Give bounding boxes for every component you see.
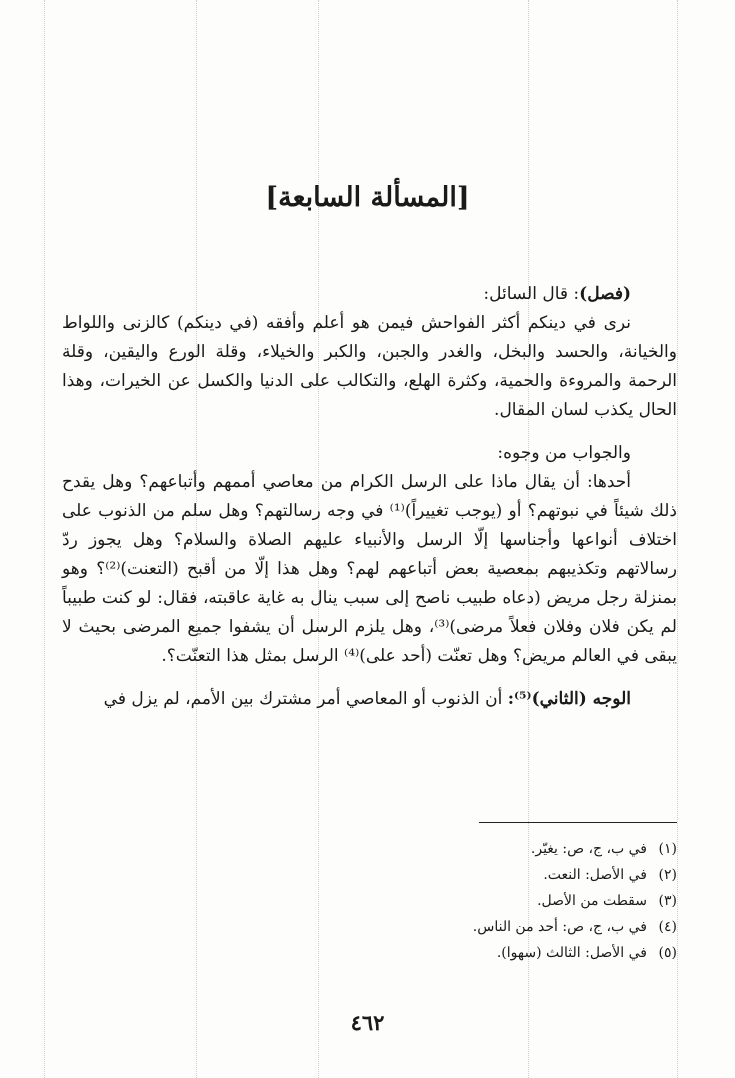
second-point-paragraph [62, 685, 677, 714]
footnote-item: (١)في ب، ج، ص: يغيّر. [530, 841, 677, 857]
footnotes [473, 836, 677, 966]
second-point-text: أن الذنوب أو المعاصي أمر مشترك بين الأمم، لم يزل في [103, 689, 508, 709]
footnote-divider [479, 822, 677, 823]
question-paragraph: نرى في دينكم أكثر الفواحش فيمن هو أعلم وأفقه (في دينكم) كالزنى واللواط والخيانة، والحسد والبخل، والغدر والجبن، والكبر والخيلاء، وقلة الورع واليقين، وقلة الرحمة والمروءة والحمية، وكثرة الهلع، والتكالب على الدنيا والكسل عن الخيرات، وهذا الحال يكذب لسان المقال. [62, 313, 677, 420]
footnote-item: (٢)في الأصل: النعت. [543, 867, 677, 883]
answer-intro: والجواب من وجوه: [497, 443, 631, 463]
second-point-label: الوجه (الثاني)⁽⁵⁾: [507, 689, 631, 709]
section-heading [62, 280, 677, 309]
body-text [62, 280, 677, 714]
footnote-item: (٤)في ب، ج، ص: أحد من الناس. [472, 919, 677, 935]
page-number: ٤٦٢ [350, 1010, 385, 1035]
footnote-item: (٣)سقطت من الأصل. [537, 893, 677, 909]
first-point-paragraph: أحدها: أن يقال ماذا على الرسل الكرام من معاصي أممهم وأتباعهم؟ وهل يقدح ذلك شيئاً في نبوتهم؟ أو (يوجب تغييراً)⁽¹⁾ في وجه رسالتهم؟ وهل سلم من الذنوب على اختلاف أنواعها وأجناسها إلّا الرسل والأنبياء عليهم الصلاة والسلام؟ وهل يجوز ردّ رسالاتهم وتكذيبهم بمعصية بعض أتباعهم لهم؟ وهل هذا إلّا من أقبح (التعنت)⁽²⁾؟ وهو بمنزلة رجل مريض (دعاه طبيب ناصح إلى سبب ينال به غاية عاقبته، فقال: لو كنت طبيباً لم يكن فلان وفلان فعلاً مرضى)⁽³⁾، وهل يلزم الرسل أن يشفوا جميع المرضى بحيث لا يبقى في العالم مريض؟ وهل تعنّت (أحد على)⁽⁴⁾ الرسل بمثل هذا التعنّت؟. [62, 472, 677, 666]
chapter-title: [المسألة السابعة] [265, 182, 470, 213]
footnote-item: (٥)في الأصل: الثالث (سهوا). [496, 945, 677, 961]
section-label: (فصل) [579, 284, 631, 304]
section-intro: : قال السائل: [483, 284, 580, 304]
